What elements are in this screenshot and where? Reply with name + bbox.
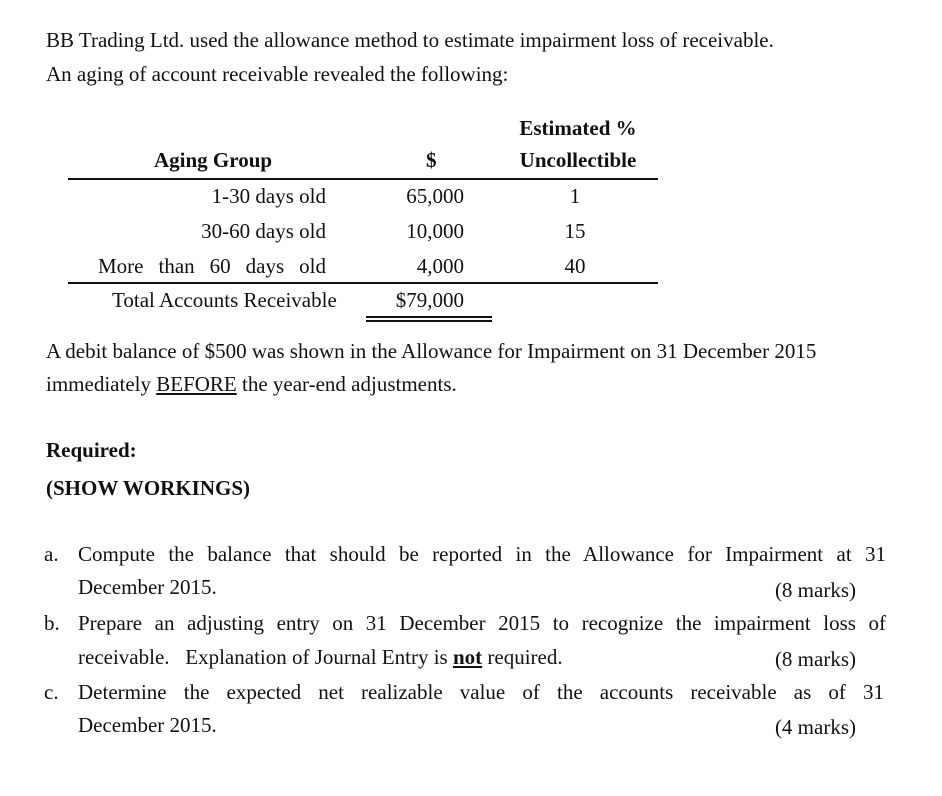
row-amount: 10,000 <box>406 219 464 243</box>
question-marks: (8 marks) <box>774 578 856 602</box>
question-line-1: Determine the expected net realizable value of the accounts receivable as of 31 <box>78 680 884 704</box>
row-pct: 15 <box>564 219 586 243</box>
debit-before-underlined: BEFORE <box>156 372 237 396</box>
debit-line-2-pre: immediately <box>46 372 157 396</box>
header-rule <box>68 178 658 180</box>
question-line-2 <box>78 645 563 670</box>
header-uncollectible: Uncollectible <box>519 148 637 172</box>
not-emphasis: not <box>452 645 483 669</box>
row-group: More than 60 days old <box>98 254 326 278</box>
total-double-rule-bottom <box>366 320 492 322</box>
required-title: Required: <box>46 438 137 462</box>
question-line-1: Compute the balance that should be reported in the Allowance for Impairment at 31 <box>78 542 886 566</box>
total-label: Total Accounts Receivable <box>112 288 337 312</box>
header-aging-group: Aging Group <box>154 148 273 172</box>
header-amount: $ <box>426 148 437 172</box>
question-line-2-post: required. <box>482 645 563 669</box>
question-line-2: December 2015. <box>78 713 217 737</box>
intro-line-1: BB Trading Ltd. used the allowance method to estimate impairment loss of receivable. <box>46 28 774 52</box>
question-line-1: Prepare an adjusting entry on 31 December 2015 to recognize the impairment loss of <box>78 611 886 635</box>
question-line-2-pre: receivable. Explanation of Journal Entry is <box>78 645 453 669</box>
body-rule <box>68 282 658 284</box>
question-marks: (4 marks) <box>774 715 856 739</box>
debit-line-2-post: the year-end adjustments. <box>236 372 457 396</box>
row-pct: 1 <box>569 184 581 208</box>
total-double-rule-top <box>366 316 492 318</box>
show-workings: (SHOW WORKINGS) <box>46 476 251 500</box>
question-marks: (8 marks) <box>774 647 856 671</box>
question-letter: a. <box>44 542 59 566</box>
row-group: 30-60 days old <box>201 219 326 243</box>
question-letter: c. <box>44 680 59 704</box>
question-line-2: December 2015. <box>78 575 217 599</box>
row-amount: 4,000 <box>416 254 464 278</box>
debit-line-2 <box>46 372 457 397</box>
header-estimated-pct: Estimated % <box>519 116 637 140</box>
row-pct: 40 <box>564 254 586 278</box>
row-group: 1-30 days old <box>211 184 326 208</box>
intro-line-2: An aging of account receivable revealed the following: <box>46 62 509 86</box>
row-amount: 65,000 <box>406 184 464 208</box>
debit-line-1: A debit balance of $500 was shown in the Allowance for Impairment on 31 December 2015 <box>46 339 817 363</box>
total-amount: $79,000 <box>395 288 464 312</box>
question-letter: b. <box>44 611 60 635</box>
